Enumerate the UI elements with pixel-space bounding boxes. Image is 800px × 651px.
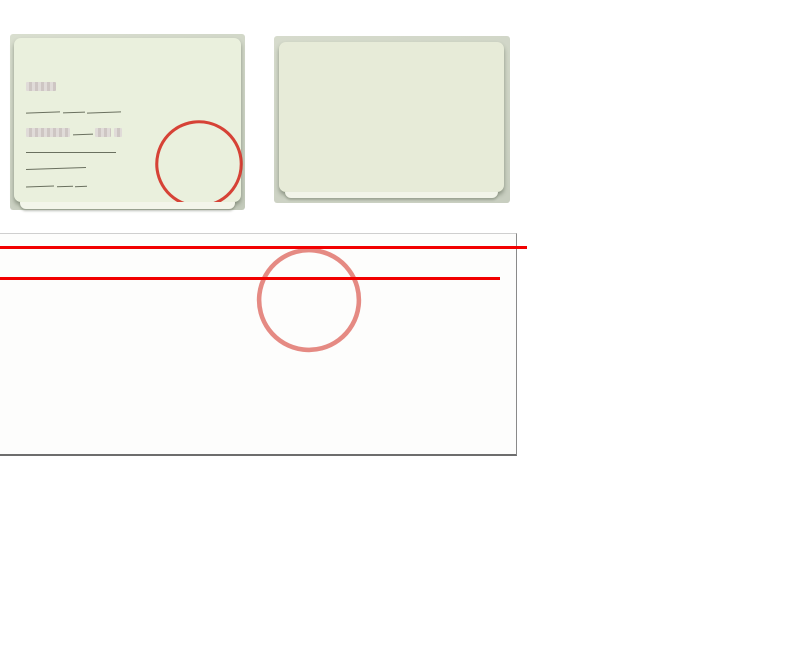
censored-block [26,82,56,91]
phone-value [26,152,116,153]
right-commentary [517,10,798,17]
censored-block [95,128,111,137]
red-official-seal-icon [145,110,253,218]
compensation-record-book [279,42,504,192]
issue-month [57,186,73,188]
gender-value [63,112,85,114]
address-town [73,134,93,136]
birth-value [87,111,121,113]
agent-name [26,167,86,170]
certificate-photo [10,34,245,210]
medical-certificate [14,38,241,202]
issue-year [26,186,54,188]
issue-day [75,186,87,187]
censored-block [26,128,70,137]
red-underline-1 [0,246,527,249]
householder-name [26,111,60,113]
censored-block [114,128,122,137]
householder-row [26,106,233,115]
certificate-number-row [26,82,233,91]
record-book-photo [274,36,510,203]
red-underline-2 [0,277,500,280]
